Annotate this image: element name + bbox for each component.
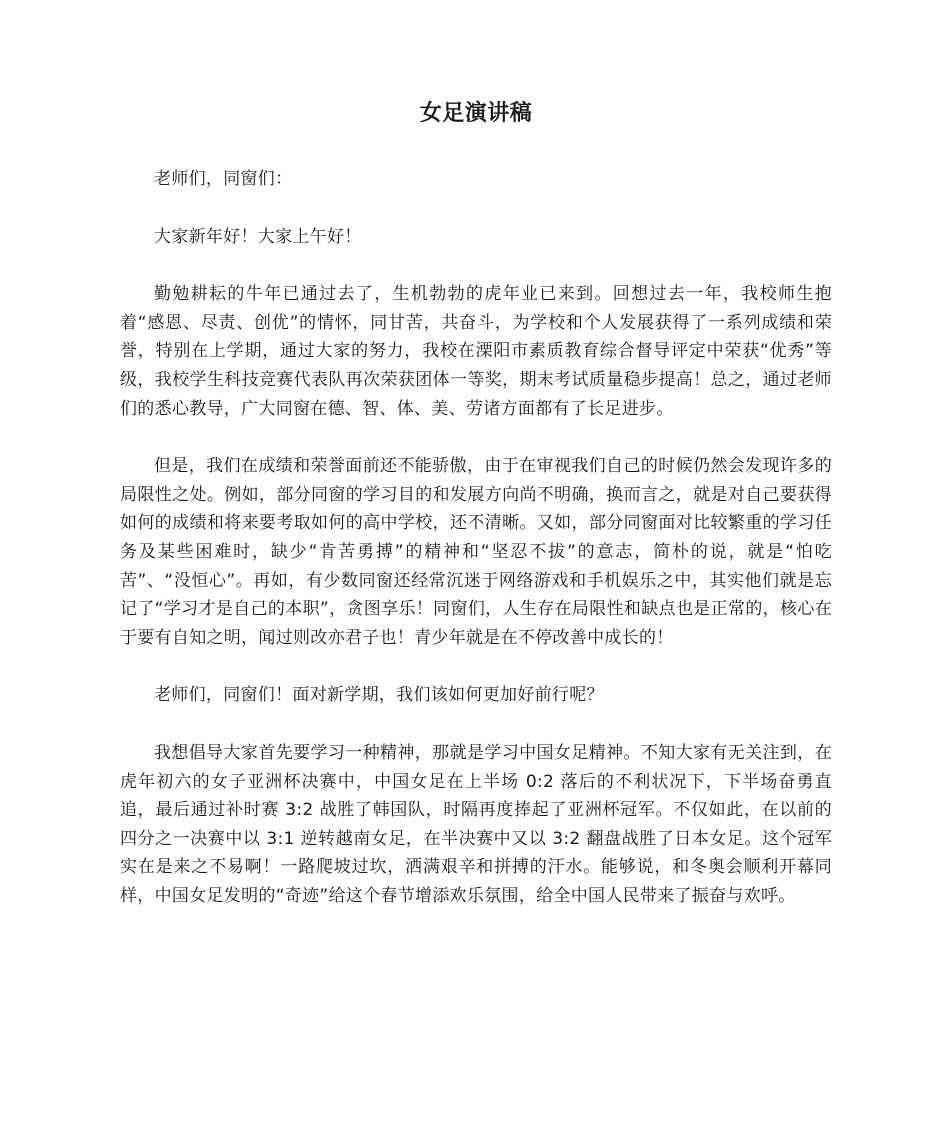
paragraph-shortcomings: 但是，我们在成绩和荣誉面前还不能骄傲，由于在审视我们自己的时候仍然会发现许多的局限性之处。例如，部分同窗的学习目的和发展方向尚不明确，换而言之，就是对自己要获得如何的成绩和将来要考取如何的高中学校，还不清晰。又如，部分同窗面对比较繁重的学习任务及某些困难时，缺少“肯苦勇搏”的精神和“坚忍不拔”的意志，简朴的说，就是“怕吃苦”、“没恒心”。再如，有少数同窗还经常沉迷于网络游戏和手机娱乐之中，其实他们就是忘记了“学习才是自己的本职”，贪图享乐！同窗们，人生存在局限性和缺点也是正常的，核心在于要有自知之明，闻过则改亦君子也！青少年就是在不停改善中成长的！ [120, 456, 832, 648]
page-title: 女足演讲稿 [419, 101, 533, 126]
paragraph-achievements: 勤勉耕耘的牛年已通过去了，生机勃勃的虎年业已来到。回想过去一年，我校师生抱着“感恩、尽责、创优”的情怀，同甘苦，共奋斗，为学校和个人发展获得了一系列成绩和荣誉，特别在上学期，通过大家的努力，我校在溧阳市素质教育综合督导评定中荣获“优秀”等级，我校学生科技竞赛代表队再次荣获团体一等奖，期末考试质量稳步提高！总之，通过老师们的悉心教导，广大同窗在德、智、体、美、劳诸方面都有了长足进步。 [120, 284, 832, 419]
paragraph-question: 老师们，同窗们！面对新学期，我们该如何更加好前行呢？ [154, 685, 604, 706]
paragraph-womens-football-spirit: 我想倡导大家首先要学习一种精神，那就是学习中国女足精神。不知大家有无关注到，在虎年初六的女子亚洲杯决赛中，中国女足在上半场 0:2 落后的不利状况下，下半场奋勇直追，最后通过补时赛 3:2 战胜了韩国队，时隔再度捧起了亚洲杯冠军。不仅如此，在以前的四分之一决赛中以 3:1 逆转越南女足，在半决赛中又以 3:2 翻盘战胜了日本女足。这个冠军实在是来之不易啊！一路爬坡过坎，洒满艰辛和拼搏的汗水。能够说，和冬奥会顺利开幕同样，中国女足发明的“奇迹”给这个春节增添欢乐氛围，给全中国人民带来了振奋与欢呼。 [120, 742, 832, 906]
paragraph-greeting: 大家新年好！大家上午好！ [154, 226, 362, 247]
paragraph-salutation: 老师们，同窗们： [154, 169, 293, 189]
